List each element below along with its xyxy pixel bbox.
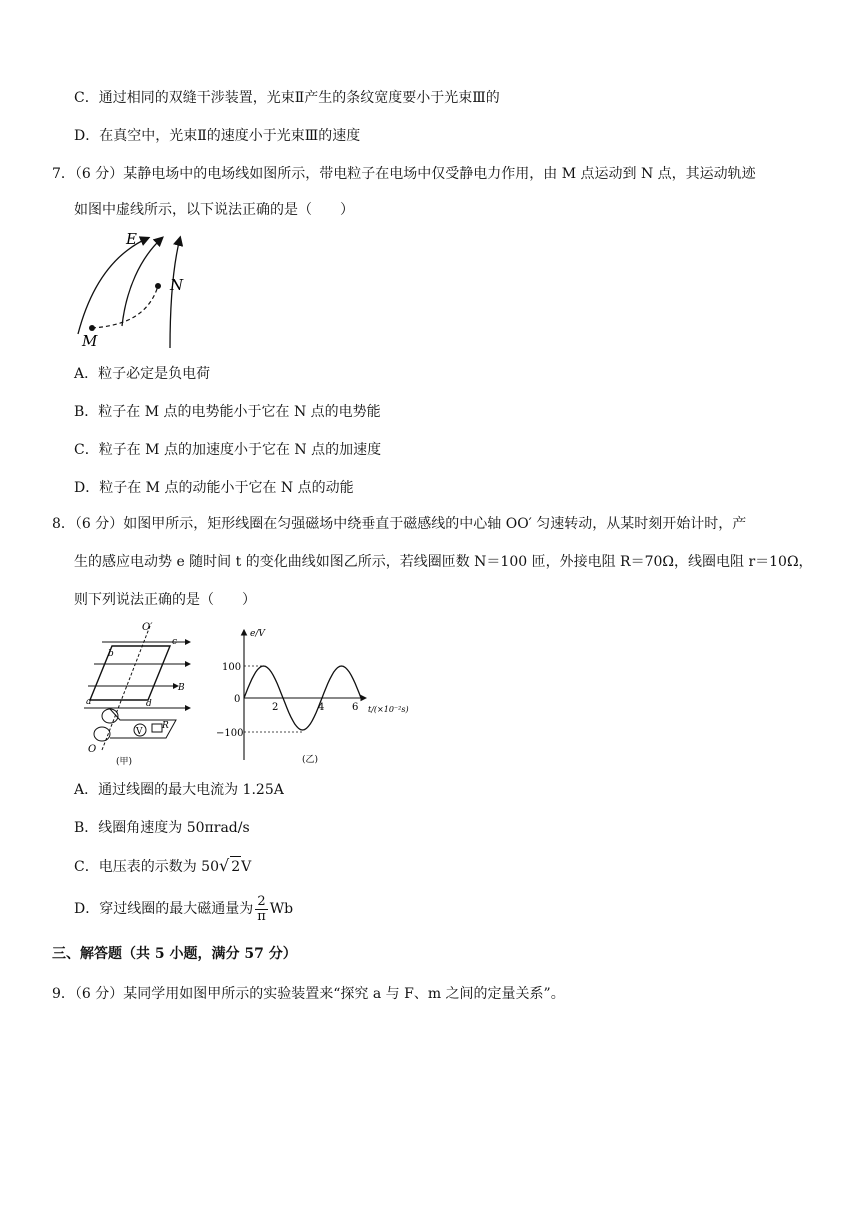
section-heading: 三、解答题（共 5 小题，满分 57 分）: [52, 946, 297, 962]
coil-label-a: a: [86, 697, 92, 707]
q8-option-d-fraction: [255, 895, 268, 924]
field-line-2: [122, 238, 162, 326]
q8-option-d-unit: Wb: [269, 901, 294, 917]
label-n: N: [170, 276, 184, 294]
electric-field-figure: [70, 226, 200, 350]
graph-ylabel: e/V: [250, 629, 265, 639]
q8-option-d: [74, 894, 293, 924]
q8-stem-line1: 8．（6 分）如图甲所示，矩形线圈在匀强磁场中绕垂直于磁感线的中心轴 OO′ 匀速转动，从某时刻开始计时，产: [52, 516, 747, 532]
q8-option-c-radicand: 2: [230, 856, 241, 877]
q7-option-d: D．粒子在 M 点的动能小于它在 N 点的动能: [74, 480, 354, 496]
graph-tick-2: 2: [272, 702, 279, 713]
q7-stem-line2: 如图中虚线所示，以下说法正确的是（ ）: [74, 202, 354, 218]
q6-option-d: D．在真空中，光束Ⅱ的速度小于光束Ⅲ的速度: [74, 128, 361, 144]
q8-option-c-text: C．电压表的示数为 50: [74, 859, 219, 875]
q8-option-d-text: D．穿过线圈的最大磁通量为: [74, 901, 254, 917]
graph-origin: 0: [234, 694, 241, 705]
point-n: [155, 283, 161, 289]
point-m: [89, 325, 95, 331]
caption-yi: (乙): [302, 755, 319, 765]
q8-option-d-num: 2: [255, 895, 268, 910]
q8-stem-line3: 则下列说法正确的是（ ）: [74, 592, 256, 608]
q9-stem-line1: 9．（6 分）某同学用如图甲所示的实验装置来“探究 a 与 F、m 之间的定量关系”。: [52, 986, 565, 1002]
graph-tick-6: 6: [352, 702, 359, 713]
q8-option-b: B．线圈角速度为 50πrad/s: [74, 820, 250, 836]
coil-label-c: c: [172, 637, 178, 647]
q8-stem-line2: 生的感应电动势 e 随时间 t 的变化曲线如图乙所示，若线圈匝数 N＝100 匝，外接电阻 R＝70Ω，线圈电阻 r＝10Ω，: [74, 554, 813, 570]
coil-label-d: d: [146, 699, 152, 709]
label-m: M: [82, 332, 98, 350]
graph-tick-neg100: −100: [216, 728, 244, 739]
field-label-b: B: [178, 683, 185, 693]
q8-option-c: C．电压表的示数为 50√ 2V: [74, 856, 252, 875]
graph-xlabel: t/(×10⁻²s): [368, 705, 409, 714]
field-line-1: [78, 238, 148, 334]
caption-jia: (甲): [116, 757, 133, 767]
emf-graph: [212, 624, 422, 768]
q7-option-c: C．粒子在 M 点的加速度小于它在 N 点的加速度: [74, 442, 382, 458]
voltmeter-label: V: [136, 727, 143, 737]
q7-stem-line1: 7．（6 分）某静电场中的电场线如图所示，带电粒子在电场中仅受静电力作用，由 M 点运动到 N 点，其运动轨迹: [52, 166, 756, 182]
q7-option-b: B．粒子在 M 点的电势能小于它在 N 点的电势能: [74, 404, 381, 420]
q6-option-c: C．通过相同的双缝干涉装置，光束Ⅱ产生的条纹宽度要小于光束Ⅲ的: [74, 90, 500, 106]
graph-tick-4: 4: [318, 702, 325, 713]
q7-option-a: A．粒子必定是负电荷: [74, 366, 211, 382]
axis-label-top: O′: [142, 622, 153, 633]
resistor-label: R: [162, 721, 169, 731]
coil-label-b: b: [108, 649, 114, 659]
graph-tick-100: 100: [222, 662, 242, 673]
label-e: E: [126, 230, 137, 248]
q8-option-d-den: π: [257, 908, 266, 924]
q8-option-c-unit: V: [241, 859, 252, 875]
axis-label-bottom: O: [88, 744, 97, 755]
q8-option-a: A．通过线圈的最大电流为 1.25A: [74, 782, 284, 798]
coil-figure: [80, 620, 200, 768]
